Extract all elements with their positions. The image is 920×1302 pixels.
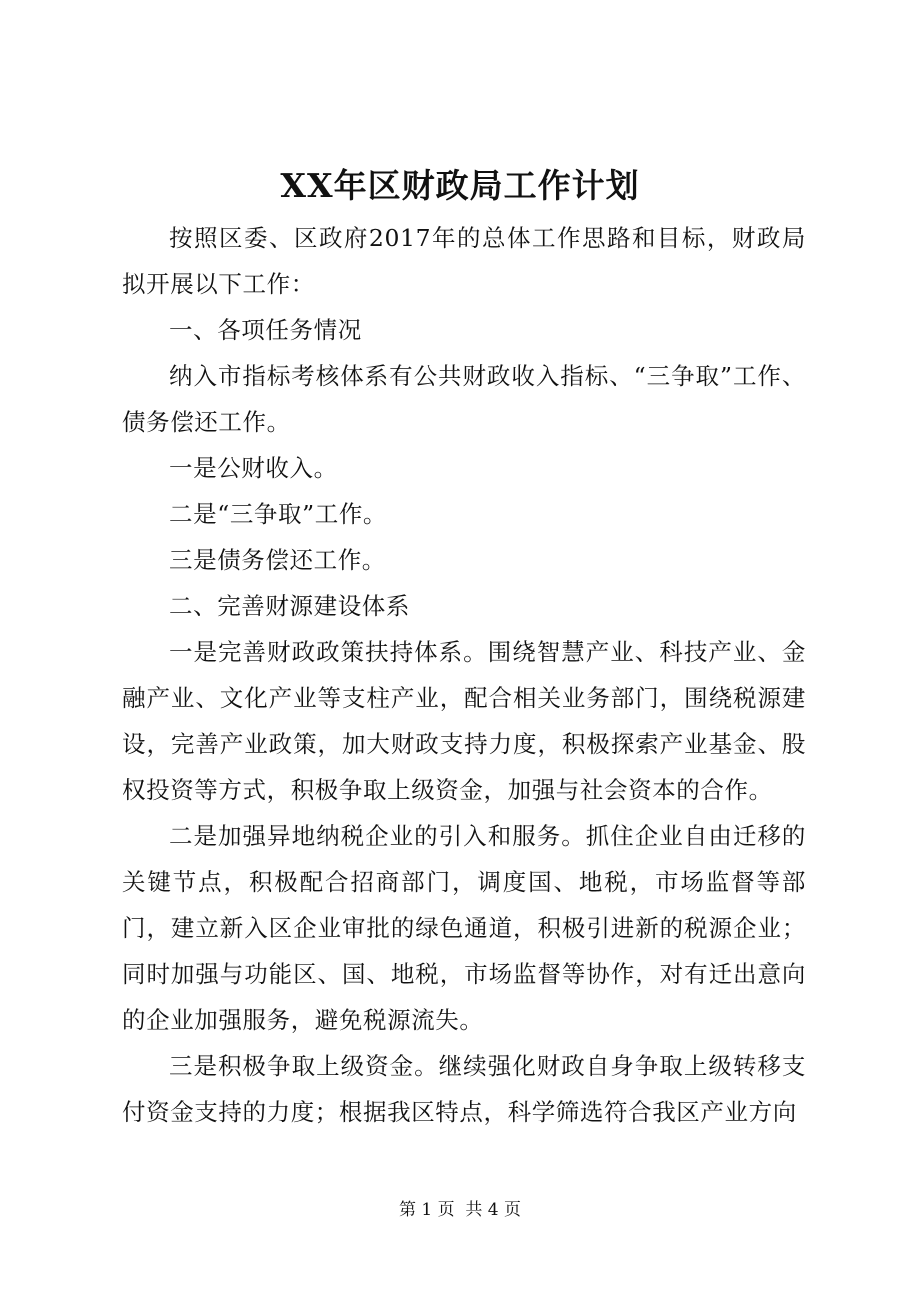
paragraph: 二是加强异地纳税企业的引入和服务。抓住企业自由迁移的关键节点，积极配合招商部门，调度国、地税，市场监督等部门，建立新入区企业审批的绿色通道，积极引进新的税源企业；同时加强与功能区、国、地税，市场监督等协作，对有迁出意向的企业加强服务，避免税源流失。 <box>122 822 806 1034</box>
section-heading: 一、各项任务情况 <box>169 316 362 344</box>
document-title: XX年区财政局工作计划 <box>280 166 640 205</box>
section-heading: 二、完善财源建设体系 <box>169 592 410 620</box>
page-number-label: 第 1 页 共 4 页 <box>398 1200 522 1220</box>
page-footer <box>0 1198 920 1222</box>
paragraph: 一是完善财政政策扶持体系。围绕智慧产业、科技产业、金融产业、文化产业等支柱产业，配合相关业务部门，围绕税源建设，完善产业政策，加大财政支持力度，积极探索产业基金、股权投资等方式，积极争取上级资金，加强与社会资本的合作。 <box>122 638 806 804</box>
paragraph: 二是“三争取”工作。 <box>169 500 388 528</box>
paragraph: 纳入市指标考核体系有公共财政收入指标、“三争取”工作、债务偿还工作。 <box>122 362 806 436</box>
paragraph: 按照区委、区政府2017年的总体工作思路和目标，财政局拟开展以下工作： <box>122 224 806 298</box>
document-body <box>122 215 806 1135</box>
paragraph: 一是公财收入。 <box>169 454 338 482</box>
paragraph: 三是积极争取上级资金。继续强化财政自身争取上级转移支付资金支持的力度；根据我区特点，科学筛选符合我区产业方向 <box>122 1052 806 1126</box>
paragraph: 三是债务偿还工作。 <box>169 546 386 574</box>
